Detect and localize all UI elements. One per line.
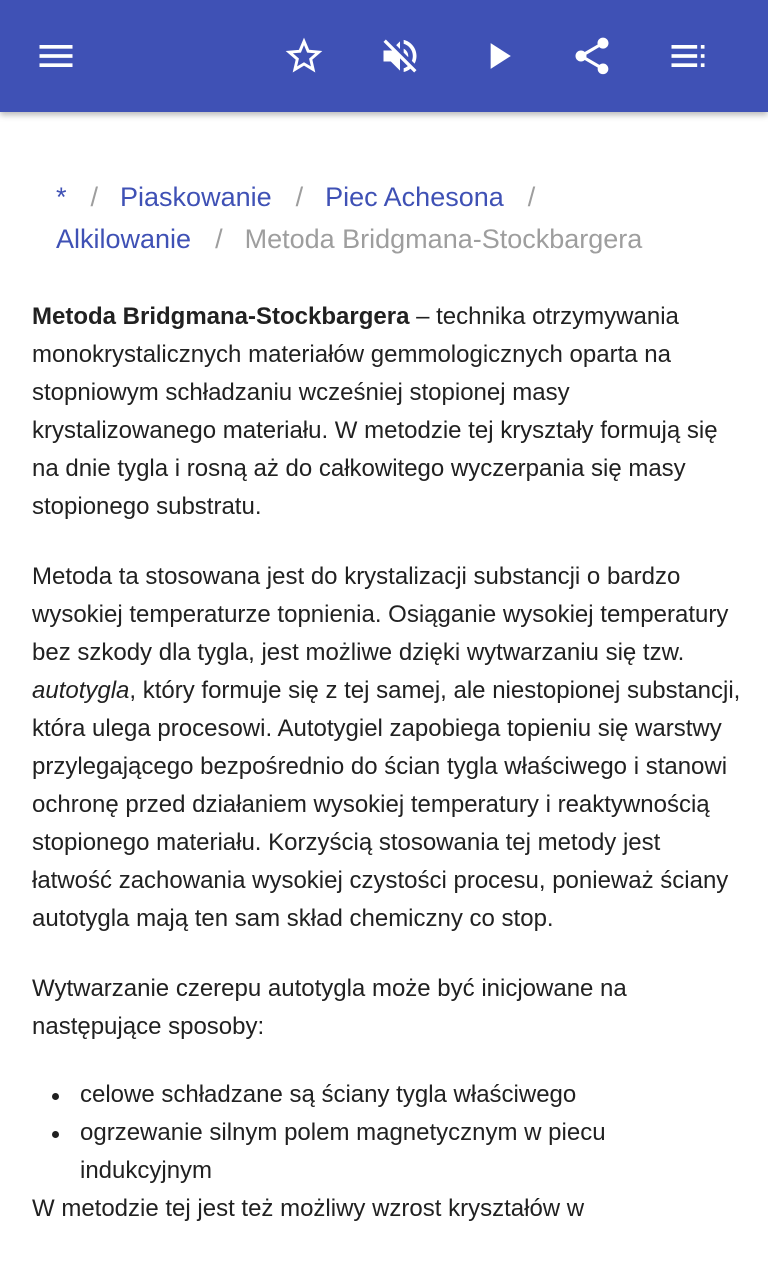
bullet-list xyxy=(32,1076,742,1190)
paragraph-text: , który formuje się z tej samej, ale niestopionej substancji, która ulega procesowi. Autotygiel zapobiega topieniu się warstwy przylegającego bezpośrednio do ścian tygla właściwego i stanowi ochronę przed działaniem wysokiej temperatury i reaktywnością stopionego materiału. Korzyścią stosowania tej metody jest łatwość zachowania wysokiej czystości procesu, ponieważ ściany autotygla mają ten sam skład chemiczny co stop. xyxy=(32,677,741,932)
paragraph-text: Metoda ta stosowana jest do krystalizacji substancji o bardzo wysokiej temperaturze topnienia. Osiąganie wysokiej temperatury bez szkody dla tygla, jest możliwe dzięki wytwarzaniu się tzw. xyxy=(32,563,729,666)
app-toolbar xyxy=(0,0,768,112)
article-paragraph-4: W metodzie tej jest też możliwy wzrost kryształów w xyxy=(32,1195,585,1222)
breadcrumb-link-piaskowanie[interactable]: Piaskowanie xyxy=(120,182,272,212)
table-of-contents-button[interactable] xyxy=(656,24,720,88)
breadcrumb-link-piec-achesona[interactable]: Piec Achesona xyxy=(325,182,504,212)
share-button[interactable] xyxy=(560,24,624,88)
list-menu-icon xyxy=(666,34,710,78)
article-paragraph-intro xyxy=(32,298,742,526)
list-item: ogrzewanie silnym polem magnetycznym w piecu indukcyjnym xyxy=(80,1114,742,1190)
list-item: celowe schładzane są ściany tygla właściwego xyxy=(80,1076,742,1114)
mute-button[interactable] xyxy=(368,24,432,88)
breadcrumb-separator: / xyxy=(215,224,223,254)
star-outline-icon xyxy=(282,34,326,78)
breadcrumb-separator: / xyxy=(90,182,99,212)
play-button[interactable] xyxy=(466,24,530,88)
article-term: Metoda Bridgmana-Stockbargera xyxy=(32,303,410,330)
favorite-button[interactable] xyxy=(272,24,336,88)
play-icon xyxy=(476,34,520,78)
article-content xyxy=(0,112,768,1280)
volume-off-icon xyxy=(378,34,422,78)
breadcrumb xyxy=(56,176,736,260)
breadcrumb-separator: / xyxy=(527,182,536,212)
italic-term: autotygla xyxy=(32,677,130,704)
article-body xyxy=(32,298,742,1228)
article-paragraph-3: Wytwarzanie czerepu autotygla może być inicjowane na następujące sposoby: xyxy=(32,975,627,1040)
breadcrumb-separator: / xyxy=(295,182,304,212)
menu-button[interactable] xyxy=(24,24,88,88)
share-icon xyxy=(570,34,614,78)
hamburger-menu-icon xyxy=(34,34,78,78)
breadcrumb-home-link[interactable]: * xyxy=(56,182,67,212)
breadcrumb-current: Metoda Bridgmana-Stockbargera xyxy=(244,224,643,254)
article-intro-text: – technika otrzymywania monokrystalicznych materiałów gemmologicznych oparta na stopniowym schładzaniu wcześniej stopionej masy krystalizowanego materiału. W metodzie tej kryształy formują się na dnie tygla i rosną aż do całkowitego wyczerpania się masy stopionego substratu. xyxy=(32,303,718,520)
article-paragraph-2 xyxy=(32,558,742,938)
breadcrumb-link-alkilowanie[interactable]: Alkilowanie xyxy=(56,224,192,254)
